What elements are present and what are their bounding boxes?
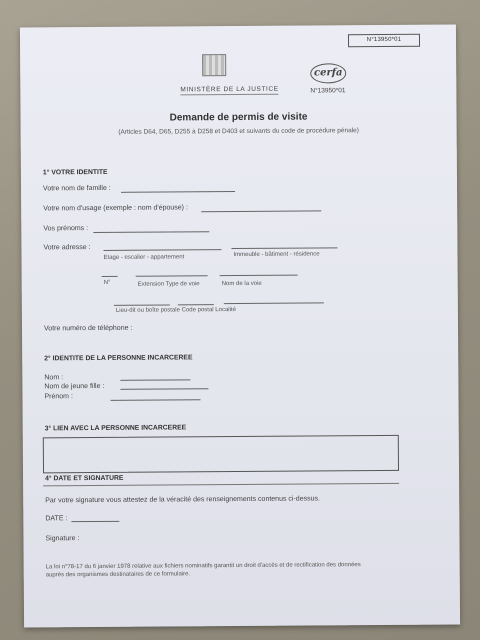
- legal-notice-line-2: auprès des organismes destinataires de ce formulaire.: [45, 571, 191, 579]
- legal-notice: [46, 561, 446, 580]
- reference-stamp: N°13950*01: [348, 34, 420, 48]
- immeuble-field[interactable]: [231, 247, 337, 249]
- nom-detenu-field[interactable]: [120, 379, 190, 380]
- prenom-detenu-label: Prénom :: [44, 393, 73, 401]
- section-3-heading: 3° LIEN AVEC LA PERSONNE INCARCEREE: [44, 424, 187, 433]
- signature-label: Signature :: [45, 535, 80, 543]
- section-4-heading: 4° DATE ET SIGNATURE: [45, 474, 124, 483]
- date-field[interactable]: [71, 521, 119, 522]
- code-postal-field[interactable]: [178, 304, 214, 305]
- section-1-heading: 1° VOTRE IDENTITE: [42, 168, 108, 177]
- lieu-dit-caption: Lieu-dit ou boîte postale Code postal Localité: [115, 307, 237, 314]
- adresse-label: Votre adresse :: [43, 244, 91, 252]
- etage-caption: Etage - escalier - appartement: [103, 254, 185, 261]
- nom-voie-field[interactable]: [220, 275, 298, 277]
- nom-usage-label: Votre nom d'usage (exemple : nom d'épouse) :: [43, 204, 188, 213]
- form-sheet: [20, 24, 460, 627]
- legal-notice-line-1: La loi n°78-17 du 6 janvier 1978 relative aux fichiers nominatifs garantit un droit d'accès et de rectification des données: [45, 562, 361, 571]
- section-4-divider: [43, 483, 399, 486]
- extension-field[interactable]: [136, 275, 208, 277]
- prenoms-field[interactable]: [93, 231, 209, 233]
- republique-logo-icon: [202, 54, 226, 76]
- prenoms-label: Vos prénoms :: [43, 225, 89, 233]
- attestation-text: Par votre signature vous attestez de la véracité des renseignements contenus ci-dessus.: [45, 495, 320, 505]
- lieu-dit-field[interactable]: [114, 304, 170, 305]
- extension-caption: Extension Type de voie: [137, 281, 200, 288]
- etage-field[interactable]: [103, 249, 221, 251]
- nom-voie-caption: Nom de la voie: [221, 280, 262, 288]
- cerfa-logo-icon: cerfa: [310, 63, 346, 83]
- lien-box[interactable]: [43, 435, 399, 473]
- date-label: DATE :: [45, 515, 68, 523]
- cerfa-number: N°13950*01: [310, 87, 346, 95]
- nom-famille-field[interactable]: [121, 191, 235, 193]
- numero-caption: N°: [103, 279, 111, 286]
- section-2-heading: 2° IDENTITE DE LA PERSONNE INCARCEREE: [44, 354, 193, 363]
- form-title: Demande de permis de visite: [169, 111, 308, 124]
- nom-usage-field[interactable]: [201, 210, 321, 212]
- ministry-name: MINISTÈRE DE LA JUSTICE: [180, 85, 279, 94]
- nom-famille-label: Votre nom de famille :: [43, 184, 111, 193]
- telephone-label: Votre numéro de téléphone :: [43, 324, 133, 333]
- nom-jeune-fille-field[interactable]: [120, 388, 208, 390]
- nom-jeune-fille-label: Nom de jeune fille :: [44, 382, 105, 391]
- localite-field[interactable]: [224, 302, 324, 304]
- immeuble-caption: Immeuble - bâtiment - résidence: [233, 251, 320, 259]
- form-subtitle: (Articles D64, D65, D255 à D258 et D403 et suivants du code de procédure pénale): [118, 127, 359, 136]
- numero-field[interactable]: [102, 276, 118, 277]
- prenom-detenu-field[interactable]: [111, 399, 201, 401]
- nom-detenu-label: Nom :: [44, 374, 64, 382]
